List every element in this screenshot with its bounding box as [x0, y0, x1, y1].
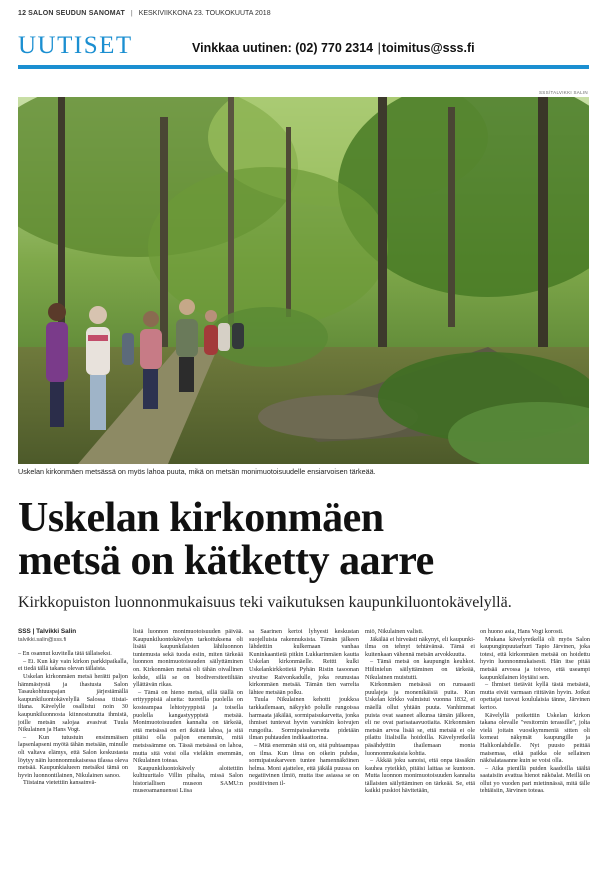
column-5-text — [480, 628, 590, 795]
news-tip-line — [192, 41, 475, 55]
article-column-5 — [480, 628, 590, 868]
tip-email: toimitus@sss.fi — [381, 41, 475, 55]
issue-date: KESKIVIIKKONA 23. TOUKOKUUTA 2018 — [138, 10, 271, 17]
article-paragraph: on huono asia, Hans Vogt korosti. — [480, 628, 564, 635]
article-paragraph: – Äkkää joku sanoisi, että onpa tässäkin kauhea ryteikkö, pitäisi laittaa se kuntoon. Mutta luonnon monimuotoisuuden kannalta tällaisten säilyttäminen on tärkeää. Se, että kaikki puskiot hävitetään, — [365, 757, 475, 795]
article-paragraph: Tuula Nikulainen kehotti joukkoa tarkkailemaan, näkyykö polulle rungoissa harmaata jäkälää, sormipaisukarvetta, jonka ihmiset tuntevat hyvin varsinkin koivujen rungoilta. Sormipaisukarvetta pidetään ilman puhtauden indikaattorina. — [249, 696, 359, 742]
article-ingress: Kirkkopuiston luonnonmukaisuus teki vaikutuksen kaupunkiluontokävelyllä. — [18, 594, 512, 611]
headline-line-2: metsä on kätketty aarre — [18, 538, 434, 584]
article-column-1 — [18, 628, 128, 868]
article-paragraph: miö, Nikulainen valisti. — [365, 628, 424, 635]
article-paragraph: – Ei. Kun käy vain kirkon parkkipaikalla, ei tiedä tällä takana olevan tällaista. — [18, 657, 128, 673]
article-headline — [18, 497, 589, 583]
article-paragraph: Kirkonmäen metsässä on runsaasti puulajeja ja monenikäisiä puita. Kun Uskelan kirkko valmistui vuonna 1832, ei mäellä ollut yhtään puuta. Vanhimmat puista ovat saaneet alkunsa tämän jälkeen, eli ne ovat parisataavuotiaita. Kirkonmäen metsän arvoa lisää se, että metsää ei ole pilattu liialisilla hoidoilla. Kävelyretkellä päsähdyttiin ihailemaan monia luonnonmukaisia kohtia. — [365, 681, 475, 757]
article-paragraph: Kaupunkiluontokävely aloitettiin kulttuuritalo Villin pihalta, missä Salon historiallisen museon SAMU:n museoamanuenssi Liisa — [133, 764, 243, 795]
byline: SSS | Talvikki Salin — [18, 628, 77, 635]
headline-line-1: Uskelan kirkonmäen — [18, 495, 384, 541]
article-paragraph: – Aika pienillä puiden kaadoilla täältä saataisiin avattua hienot näköalat. Meillä on ollut yo vuoden pari mietinnässä, mitä tälle tehtäisiin, Järvinen toteaa. — [480, 764, 590, 795]
article-paragraph: sa Saarinen kertoi lyhyesti keskustan suojelluista rakennuksista. Tämän jälkeen lähdettiin kulkemaan vanhaa Kuninkaantietä pitkin Lukkarinmäen kautta Uskelan kirkonmäelle. Reitti kulki Uskelankirkkotietä Pyhän Ristin tasoonan sivuitse Raivonkadulle, joka reunustaa kirkonmäen metsää. Tämän tien varrelta lähtee metsään polku. — [249, 628, 359, 696]
forest-walk-photo — [18, 97, 589, 464]
article-paragraph: Kävelyllä poikettiin Uskelan kirkon takana olevalle "vesitornin terassille", jolta vielä joitain vuosikymmeniä sitten oli komeat näkymät kaupungille ja Halikonlahdelle. Nyt puusto peittää maisemaa, eikä paikka ole sellainen näköalatasanne kuin se voisi olla. — [480, 711, 590, 765]
article-paragraph: Tiistaina vietettiin kansainvä- — [23, 779, 97, 787]
article-paragraph: Mukana kävelyretkellä oli myös Salon kaupunginpuutarhuri Tapio Järvinen, joka totesi, että kirkonmäen metsää on hoidettu hyvin luonnonmukaisesti. Hän itse pitää metsää arvossa ja toivoo, että useampi kaupunkilainen löytäisi sen. — [480, 635, 590, 681]
article-paragraph: – Mitä enemmän sitä on, sitä puhtaampaa on ilma. Kun ilma on oikein puhdas, sormipaisukarveen tuntee hamennäköinen helma. Moni ajattelee, että jäkälä puussa on negatiivinen ilmiö, mutta itse asiassa se on positiivinen il- — [249, 741, 359, 787]
article-paragraph: listä luonnon monimuotoisuuden päivää. Kaupunkiluontokävelyn tarkoituksena oli lisätä kaupunkilaisten lähiluonnon tuntemusta sekä tuoda esiin, miten tärkeää luonnon monimuotoisuuden säilyttäminen on. Kirkonmäen metsä oli tähän oivallinen kohde, sillä se on biodiversiteetiltään yllättävän rikas. — [133, 628, 243, 689]
article-paragraph: – En osannut kuvitella tätä tällaiseksi. — [18, 650, 112, 658]
header-divider: | — [130, 10, 133, 17]
article-paragraph: Jäkälää ei hirveästi näkynyt, eli kaupunki-ilma on tehnyt tehtävänsä. Tämä ei kuitenkaan vähennä metsän arvokkuutta. — [365, 635, 475, 658]
page-header-line — [18, 10, 589, 22]
section-rule — [18, 65, 589, 69]
tip-separator: | — [377, 41, 381, 55]
page-number: 12 — [18, 10, 27, 17]
section-title: UUTISET — [18, 32, 133, 59]
author-email[interactable]: talvikki.salin@sss.fi — [18, 636, 67, 643]
photo-credit: SSS/TALVIKKI SALIN — [538, 90, 588, 95]
article-column-4 — [365, 628, 475, 868]
article-paragraph: Uskelan kirkonmäen metsä herätti paljon hämmästystä ja ihastusta Salon Tasaukohtuuspajan järjestämällä kaupunkiluontokävelyllä Salossa tiistai-iltana. Kävelylle osallistui noin 30 kaupunkiluonnosta kiinnostunutta ihmistä, joille metsän salojaa avasivat Tuula Nikulainen ja Hans Vogt. — [18, 672, 128, 734]
article-column-3 — [249, 628, 359, 868]
paper-name: SALON SEUDUN SANOMAT — [28, 10, 125, 17]
article-photo — [18, 97, 589, 464]
article-column-2 — [133, 628, 243, 868]
column-3-text — [249, 628, 359, 787]
column-4-text — [365, 628, 475, 795]
article-paragraph: – Tämä on hieno metsä, sillä täällä on erityyppisiä alueita: tuoreilla puolella on kosteampaa lehtotyyppistä ja toisella puolella kangastyyppistä metsää. Monimuotoisuuden kannalta on tärkeää, että metsässä on eri ikäistä lahoa, ja sitä pitäisi olla paljon enemmän, mitä metsissämme on. Tässä metsässä on lahoa, mutta sitä voisi olla vieläkin enemmän, Nikulainen toteaa. — [133, 688, 243, 765]
photo-caption: Uskelan kirkonmäen metsässä on myös lahoa puuta, mikä on metsän monimuotoisuudelle ensiarvoisen tärkeää. — [18, 467, 376, 476]
article-paragraph: – Ihmiset tietävät kyllä tästä metsästä, mutta eivät varmaan riittävän hyvin. Jotkut opettajat tuovat koululaisia tänne, Järvinen kertoo. — [480, 681, 590, 711]
tip-phone: Vinkkaa uutinen: (02) 770 2314 — [192, 41, 374, 55]
article-paragraph: – Kun tutustuin ensimmäisen lapsenlapseni myötä tähän metsään, minulle oli valtava elämys, että Salon keskustasta löytyy näin luonnonmukaisessa tilassa oleva metsää. Kaupunkialueen metsäksi tämä on hyvin luonnontilainen, Nikulainen sanoo. — [18, 733, 128, 779]
column-2-text — [133, 628, 243, 795]
article-paragraph: – Tämä metsä on kaupungin keuhkot. Hiilinielun säilyttäminen on tärkeää, Nikulainen muistutti. — [365, 658, 475, 681]
column-1-text — [18, 650, 128, 787]
